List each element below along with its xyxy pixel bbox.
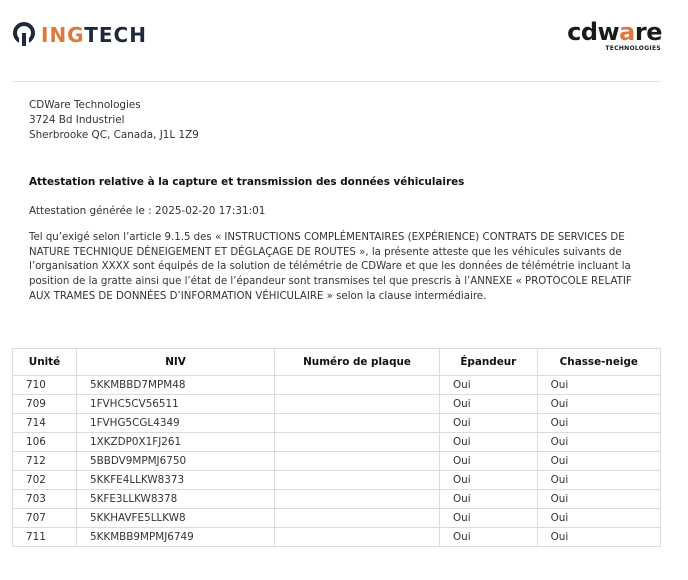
cell-unite: 714 <box>13 414 77 433</box>
vehicle-table <box>12 348 661 547</box>
cell-unite: 703 <box>13 490 77 509</box>
cell-niv: 5KFE3LLKW8378 <box>76 490 274 509</box>
cell-niv: 1FVHC5CV56511 <box>76 395 274 414</box>
cell-plaque <box>275 509 440 528</box>
table-row <box>13 395 661 414</box>
cell-epandeur: Oui <box>439 414 537 433</box>
cdware-logo-subtitle: TECHNOLOGIES <box>605 45 661 52</box>
cell-epandeur: Oui <box>439 376 537 395</box>
cell-plaque <box>275 471 440 490</box>
column-header-chasse-neige: Chasse-neige <box>537 349 660 376</box>
attestation-paragraph: Tel qu’exigé selon l’article 9.1.5 des « INSTRUCTIONS COMPLÉMENTAIRES (EXPÉRIENCE) CONTRATS DE SERVICES DE NATURE TECHNIQUE DÉNEIGEMENT ET DÉGLAÇAGE DE ROUTES », la présente atteste que les véhicules suivants de l’organisation XXXX sont équipés de la solution de télémétrie de CDWare et que les données de télémétrie incluant la position de la gratte ainsi que l’état de l’épandeur sont transmises tel que prescris à l’ANNEXE « PROTOCOLE RELATIF AUX TRAMES DE DONNÉES D’INFORMATION VÉHICULAIRE » selon la clause intermédiaire. <box>29 232 632 302</box>
header-divider <box>12 81 661 82</box>
cell-unite: 710 <box>13 376 77 395</box>
cell-unite: 106 <box>13 433 77 452</box>
table-row <box>13 414 661 433</box>
cdware-logo-part3: re <box>634 18 662 46</box>
ingtech-logo-part2: TECH <box>84 23 147 47</box>
cell-niv: 1XKZDP0X1FJ261 <box>76 433 274 452</box>
cell-plaque <box>275 528 440 547</box>
cell-plaque <box>275 395 440 414</box>
generated-timestamp: Attestation générée le : 2025-02-20 17:31:01 <box>29 205 266 217</box>
cdware-logo-part1: cdw <box>567 18 620 46</box>
cell-chasse-neige: Oui <box>537 414 660 433</box>
column-header-niv: NIV <box>76 349 274 376</box>
cell-chasse-neige: Oui <box>537 471 660 490</box>
cell-plaque <box>275 433 440 452</box>
ingtech-logo-text <box>41 22 147 48</box>
cell-epandeur: Oui <box>439 433 537 452</box>
cell-niv: 1FVHG5CGL4349 <box>76 414 274 433</box>
cell-chasse-neige: Oui <box>537 376 660 395</box>
cdware-logo <box>567 20 662 52</box>
table-row <box>13 471 661 490</box>
column-header-unite: Unité <box>13 349 77 376</box>
cell-plaque <box>275 452 440 471</box>
table-row <box>13 452 661 471</box>
page-header <box>0 0 688 82</box>
cell-niv: 5KKHAVFE5LLKW8 <box>76 509 274 528</box>
column-header-epandeur: Épandeur <box>439 349 537 376</box>
cell-unite: 702 <box>13 471 77 490</box>
address-line: 3724 Bd Industriel <box>29 114 125 126</box>
cdware-logo-part2: a <box>619 18 635 46</box>
address-block <box>29 98 199 143</box>
cell-niv: 5KKMBBD7MPM48 <box>76 376 274 395</box>
cell-plaque <box>275 490 440 509</box>
cell-niv: 5KKMBB9MPMJ6749 <box>76 528 274 547</box>
table-row <box>13 528 661 547</box>
cell-chasse-neige: Oui <box>537 395 660 414</box>
column-header-plaque: Numéro de plaque <box>275 349 440 376</box>
ingtech-logo-part1: ING <box>41 23 85 47</box>
cell-chasse-neige: Oui <box>537 452 660 471</box>
cell-plaque <box>275 376 440 395</box>
cell-epandeur: Oui <box>439 452 537 471</box>
cell-chasse-neige: Oui <box>537 528 660 547</box>
cell-epandeur: Oui <box>439 509 537 528</box>
cell-unite: 711 <box>13 528 77 547</box>
table-header-row <box>13 349 661 376</box>
address-line: Sherbrooke QC, Canada, J1L 1Z9 <box>29 129 199 141</box>
table-row <box>13 433 661 452</box>
cell-epandeur: Oui <box>439 471 537 490</box>
cdware-logo-text <box>567 20 662 44</box>
cell-niv: 5BBDV9MPMJ6750 <box>76 452 274 471</box>
cell-unite: 712 <box>13 452 77 471</box>
cell-epandeur: Oui <box>439 395 537 414</box>
cell-unite: 707 <box>13 509 77 528</box>
table-row <box>13 376 661 395</box>
table-row <box>13 509 661 528</box>
cell-niv: 5KKFE4LLKW8373 <box>76 471 274 490</box>
address-line: CDWare Technologies <box>29 99 141 111</box>
table-row <box>13 490 661 509</box>
cell-epandeur: Oui <box>439 490 537 509</box>
cell-chasse-neige: Oui <box>537 490 660 509</box>
cell-unite: 709 <box>13 395 77 414</box>
document-title: Attestation relative à la capture et transmission des données véhiculaires <box>29 176 465 188</box>
cell-chasse-neige: Oui <box>537 509 660 528</box>
cell-epandeur: Oui <box>439 528 537 547</box>
ingtech-logo-icon <box>12 22 36 48</box>
cell-plaque <box>275 414 440 433</box>
ingtech-logo <box>12 22 147 48</box>
cell-chasse-neige: Oui <box>537 433 660 452</box>
